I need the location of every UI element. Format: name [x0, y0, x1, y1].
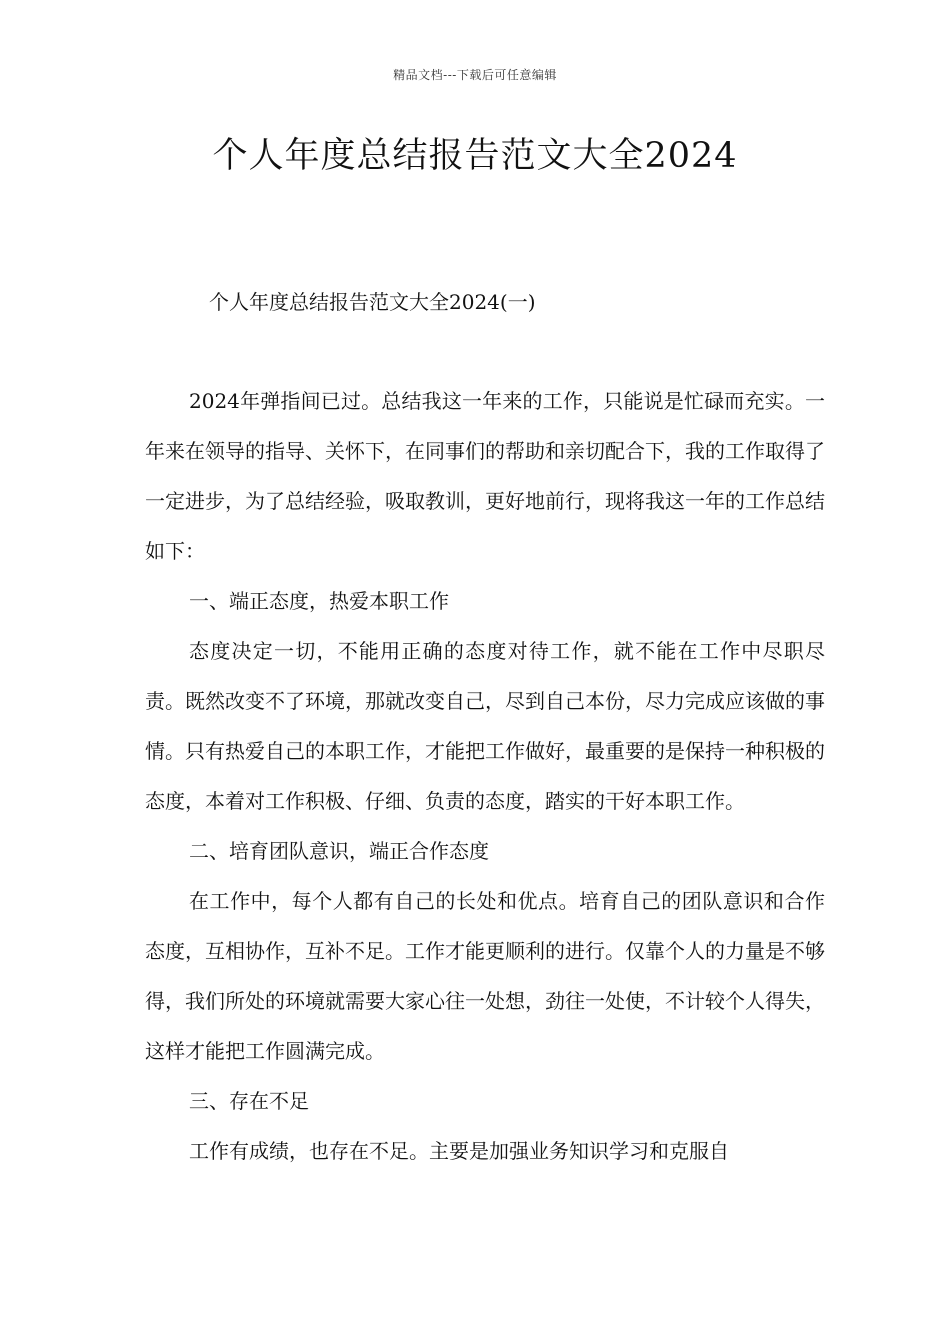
document-body — [145, 376, 825, 1176]
paragraph-section-3: 工作有成绩，也存在不足。主要是加强业务知识学习和克服自 — [189, 1139, 729, 1163]
section-heading-1: 一、端正态度，热爱本职工作 — [189, 589, 449, 613]
document-title: 个人年度总结报告范文大全2024 — [212, 136, 738, 176]
header-note: 精品文档---下载后可任意编辑 — [393, 68, 557, 82]
document-subtitle: 个人年度总结报告范文大全2024(一) — [209, 290, 536, 314]
section-heading-2: 二、培育团队意识，端正合作态度 — [189, 839, 489, 863]
paragraph-intro: 2024年弹指间已过。总结我这一年来的工作，只能说是忙碌而充实。一年来在领导的指导、关怀下，在同事们的帮助和亲切配合下，我的工作取得了一定进步，为了总结经验，吸取教训，更好地前行，现将我这一年的工作总结如下： — [145, 389, 825, 563]
section-heading-3: 三、存在不足 — [189, 1089, 309, 1113]
paragraph-section-1: 态度决定一切，不能用正确的态度对待工作，就不能在工作中尽职尽责。既然改变不了环境，那就改变自己，尽到自己本份，尽力完成应该做的事情。只有热爱自己的本职工作，才能把工作做好，最重要的是保持一种积极的态度，本着对工作积极、仔细、负责的态度，踏实的干好本职工作。 — [145, 639, 825, 813]
paragraph-section-2: 在工作中，每个人都有自己的长处和优点。培育自己的团队意识和合作态度，互相协作，互补不足。工作才能更顺利的进行。仅靠个人的力量是不够得，我们所处的环境就需要大家心往一处想，劲往一处使，不计较个人得失，这样才能把工作圆满完成。 — [145, 889, 825, 1063]
